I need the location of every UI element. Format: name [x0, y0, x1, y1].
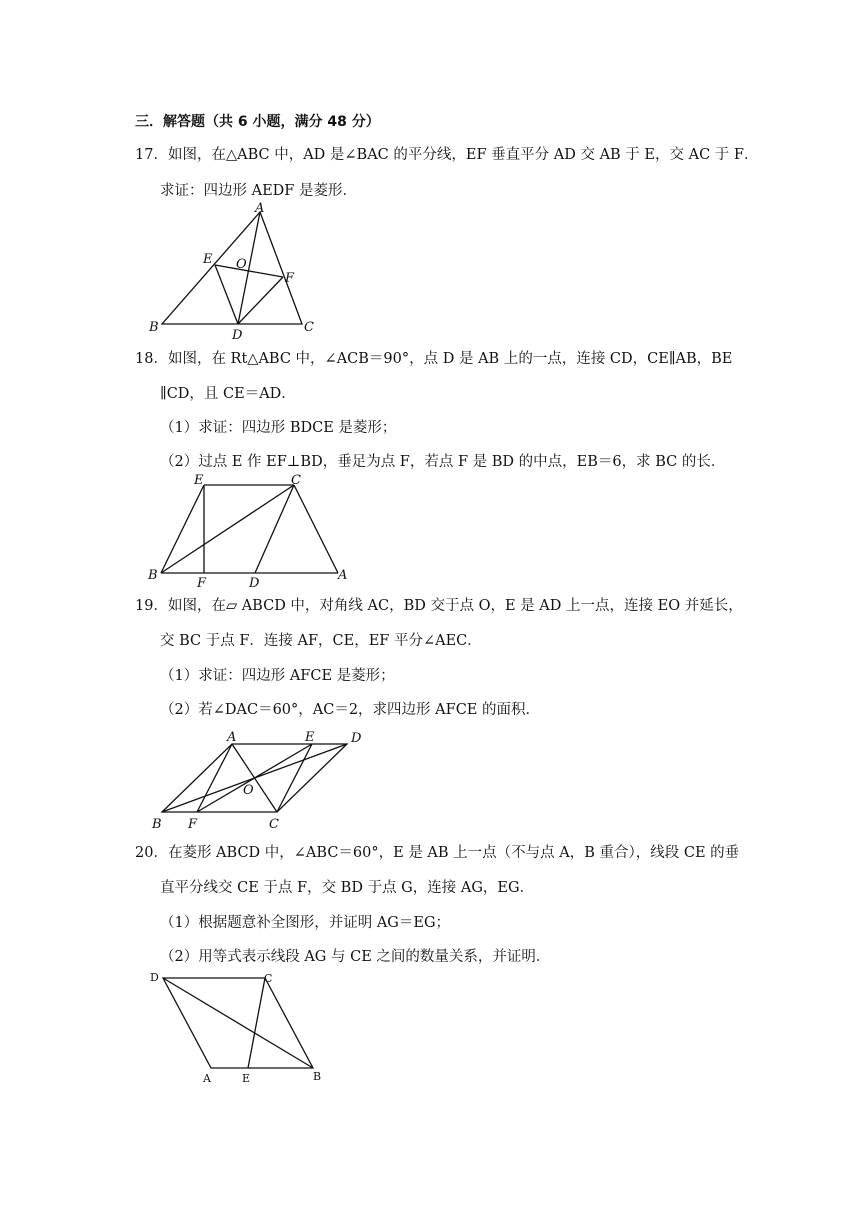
problem-19-line-1: 19．如图，在▱ ABCD 中，对角线 AC，BD 交于点 O，E 是 AD 上一点，连接 EO 并延长， — [135, 598, 743, 614]
diagonal-bd — [163, 978, 313, 1068]
problem-17-line-2: 求证：四边形 AEDF 是菱形． — [160, 183, 357, 199]
label-e: E — [305, 730, 315, 745]
label-b: B — [313, 1070, 322, 1083]
label-e: E — [203, 252, 213, 267]
label-a: A — [203, 1072, 211, 1085]
label-a: A — [227, 730, 237, 745]
segment-ed — [215, 265, 238, 324]
segment-be — [161, 485, 204, 573]
problem-17-line-1: 17．如图，在△ABC 中，AD 是∠BAC 的平分线，EF 垂直平分 AD 交 AB 于 E，交 AC 于 F． — [135, 147, 759, 163]
problem-18-line-1: 18．如图，在 Rt△ABC 中，∠ACB＝90°，点 D 是 AB 上的一点，连接 CD，CE∥AB，BE — [135, 351, 733, 367]
section-heading: 三．解答题（共 6 小题，满分 48 分） — [135, 114, 380, 130]
problem-20-line-2: 直平分线交 CE 于点 F，交 BD 于点 G，连接 AG，EG． — [160, 880, 535, 896]
label-b: B — [148, 568, 158, 583]
label-c: C — [291, 473, 301, 488]
problem-20-line-1: 20．在菱形 ABCD 中，∠ABC＝60°，E 是 AB 上一点（不与点 A，B 重合），线段 CE 的垂 — [135, 845, 740, 861]
label-a: A — [255, 201, 265, 216]
label-d: D — [150, 971, 159, 984]
problem-18-line-2: ∥CD，且 CE＝AD． — [160, 386, 296, 402]
segment-ca — [294, 485, 338, 573]
label-b: B — [149, 320, 159, 335]
figure-19-parallelogram — [145, 724, 375, 836]
label-d: D — [232, 328, 243, 340]
figure-18-rhombus — [145, 473, 355, 591]
problem-20-line-3: （1）根据题意补全图形，并证明 AG＝EG； — [160, 915, 451, 931]
label-o: O — [243, 783, 254, 798]
label-c: C — [264, 972, 273, 985]
figure-17-triangle — [145, 200, 335, 340]
label-a: A — [338, 568, 348, 583]
figure-20-rhombus — [145, 968, 345, 1088]
segment-ce — [248, 978, 265, 1068]
problem-20-line-4: （2）用等式表示线段 AG 与 CE 之间的数量关系，并证明． — [160, 949, 551, 965]
label-f: F — [197, 576, 207, 591]
label-c: C — [304, 320, 314, 335]
segment-fd — [238, 277, 283, 324]
label-c: C — [269, 817, 279, 832]
label-d: D — [249, 576, 260, 591]
label-e: E — [194, 473, 204, 488]
label-f: F — [285, 271, 295, 286]
label-b: B — [152, 817, 162, 832]
problem-19-line-2: 交 BC 于点 F．连接 AF，CE，EF 平分∠AEC． — [160, 633, 482, 649]
label-d: D — [351, 731, 362, 746]
problem-18-line-3: （1）求证：四边形 BDCE 是菱形； — [160, 420, 397, 436]
label-o: O — [236, 257, 247, 272]
label-f: F — [188, 817, 198, 832]
problem-19-line-4: （2）若∠DAC＝60°，AC＝2，求四边形 AFCE 的面积． — [160, 702, 540, 718]
problem-18-line-4: （2）过点 E 作 EF⊥BD，垂足为点 F，若点 F 是 BD 的中点，EB＝6，求 BC 的长． — [160, 454, 726, 470]
problem-19-line-3: （1）求证：四边形 AFCE 是菱形； — [160, 668, 395, 684]
label-e: E — [242, 1072, 251, 1085]
